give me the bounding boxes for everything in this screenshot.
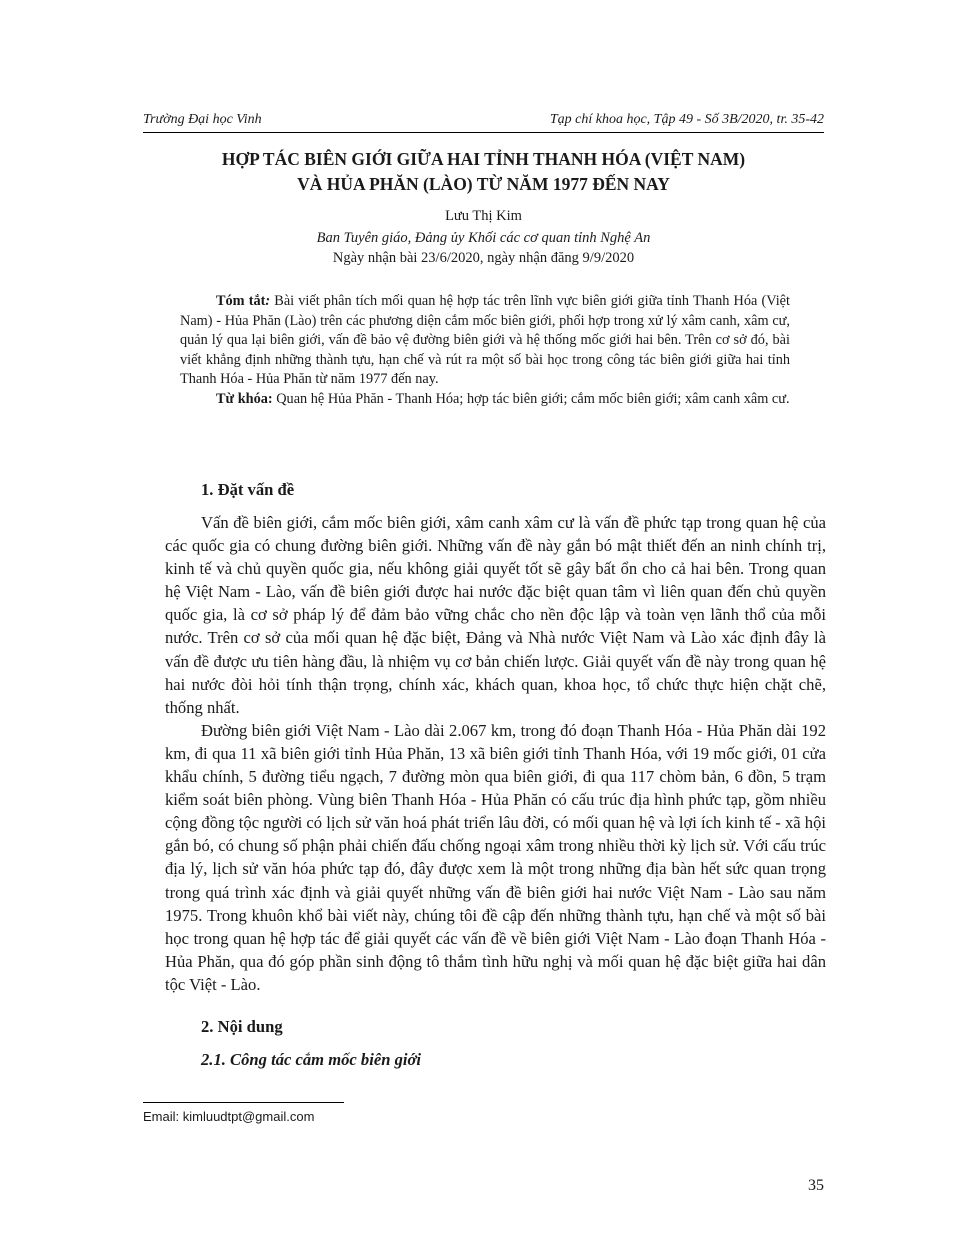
header-divider [143, 132, 824, 133]
section-1-heading: 1. Đặt vấn đề [201, 480, 295, 499]
abstract [180, 292, 790, 409]
running-header [143, 111, 824, 129]
header-journal: Tạp chí khoa học, Tập 49 - Số 3B/2020, tr. 35-42 [549, 112, 824, 127]
author-affiliation: Ban Tuyên giáo, Đảng ủy Khối các cơ quan tỉnh Nghệ An [316, 230, 651, 246]
header-institution: Trường Đại học Vinh [143, 112, 262, 127]
author-name: Lưu Thị Kim [445, 208, 522, 224]
section-2-heading: 2. Nội dung [201, 1016, 283, 1036]
page-number: 35 [808, 1177, 824, 1194]
section-2-1-heading: 2.1. Công tác cắm mốc biên giới [201, 1049, 422, 1069]
title-line-2: VÀ HỦA PHĂN (LÀO) TỪ NĂM 1977 ĐẾN NAY [297, 174, 670, 194]
main-body [165, 478, 826, 1071]
keywords-label: Từ khóa: [216, 390, 273, 407]
section-1-paragraph-1: Vấn đề biên giới, cắm mốc biên giới, xâm canh xâm cư là vấn đề phức tạp trong quan hệ của các quốc gia có chung đường biên giới. Những vấn đề này gắn bó mật thiết đến an ninh chính trị, kinh tế và chủ quyền quốc gia, nếu không giải quyết tốt sẽ gây bất ổn cho cả hai bên. Trong quan hệ Việt Nam - Lào, vấn đề biên giới được hai nước đặc biệt quan tâm vì liên quan đến chủ quyền quốc gia, là cơ sở pháp lý để đảm bảo vững chắc cho nền độc lập và toàn vẹn lãnh thổ của mỗi nước. Trên cơ sở của mối quan hệ đặc biệt, Đảng và Nhà nước Việt Nam và Lào xác định đây là vấn đề được ưu tiên hàng đầu, là nhiệm vụ cơ bản chiến lược. Giải quyết vấn đề này trong quan hệ hai nước đòi hỏi tính thận trọng, chính xác, khách quan, khoa học, tổ chức thực hiện chặt chẽ, thống nhất. [165, 513, 826, 717]
submission-dates: Ngày nhận bài 23/6/2020, ngày nhận đăng 9/9/2020 [332, 250, 635, 266]
title-line-1: HỢP TÁC BIÊN GIỚI GIỮA HAI TỈNH THANH HÓA (VIỆT NAM) [221, 149, 746, 169]
keywords-text: Quan hệ Hủa Phăn - Thanh Hóa; hợp tác biên giới; cắm mốc biên giới; xâm canh xâm cư. [276, 390, 790, 407]
abstract-text: Bài viết phân tích mối quan hệ hợp tác trên lĩnh vực biên giới giữa tỉnh Thanh Hóa (Việt Nam) - Hủa Phăn (Lào) trên các phương diện cắm mốc biên giới, phối hợp trong xử lý xâm canh, xâm cư, quản lý qua lại biên giới, vấn đề bảo vệ đường biên giới và hệ thống mốc giới hai bên. Trên cơ sở đó, bài viết khẳng định những thành tựu, hạn chế và rút ra một số bài học trong công tác biên giới giữa hai tỉnh Thanh Hóa - Hủa Phăn từ năm 1977 đến nay. [180, 293, 790, 387]
abstract-paragraph: Tóm tắt: Bài viết phân tích mối quan hệ hợp tác trên lĩnh vực biên giới giữa tỉnh Thanh Hóa (Việt Nam) - Hủa Phăn (Lào) trên các phương diện cắm mốc biên giới, phối hợp trong xử lý xâm canh, xâm cư, quản lý qua lại biên giới, vấn đề bảo vệ đường biên giới và hệ thống mốc giới hai bên. Trên cơ sở đó, bài viết khẳng định những thành tựu, hạn chế và rút ra một số bài học trong công tác biên giới giữa hai tỉnh Thanh Hóa - Hủa Phăn từ năm 1977 đến nay. [180, 293, 790, 387]
footnote-divider [143, 1102, 344, 1103]
keywords-paragraph [180, 390, 790, 410]
paper-title [143, 147, 824, 197]
section-1-paragraph-2: Đường biên giới Việt Nam - Lào dài 2.067 km, trong đó đoạn Thanh Hóa - Hủa Phăn dài 192 km, đi qua 11 xã biên giới tỉnh Hủa Phăn, 13 xã biên giới tỉnh Thanh Hóa, với 19 mốc giới, 01 cửa khẩu chính, 5 đường tiểu ngạch, 7 đường mòn qua biên giới, đi qua 117 chòm bản, 6 đồn, 5 trạm kiểm soát biên phòng. Vùng biên Thanh Hóa - Hủa Phăn có cấu trúc địa hình phức tạp, gồm nhiều cộng đồng tộc người có lịch sử văn hoá phát triển lâu đời, có mối quan hệ và lợi ích kinh tế - xã hội gắn bó, có chung số phận phải chiến đấu chống ngoại xâm trong nhiều thời kỳ lịch sử. Với cấu trúc địa lý, lịch sử văn hóa phức tạp đó, đây được xem là một trong những địa bàn hết sức quan trọng trong quá trình xác định và giải quyết những vấn đề biên giới hai nước Việt Nam - Lào sau năm 1975. Trong khuôn khổ bài viết này, chúng tôi đề cập đến những thành tựu, hạn chế và một số bài học trong quan hệ hợp tác để giải quyết các vấn đề về biên giới Việt Nam - Lào đoạn Thanh Hóa - Hủa Phăn, qua đó góp phần sinh động tô thắm tình hữu nghị và mối quan hệ đặc biệt giữa hai dân tộc Việt - Lào. [165, 720, 826, 994]
footnote-email: Email: kimluudtpt@gmail.com [143, 1109, 315, 1124]
abstract-label: Tóm tắt [216, 293, 266, 309]
